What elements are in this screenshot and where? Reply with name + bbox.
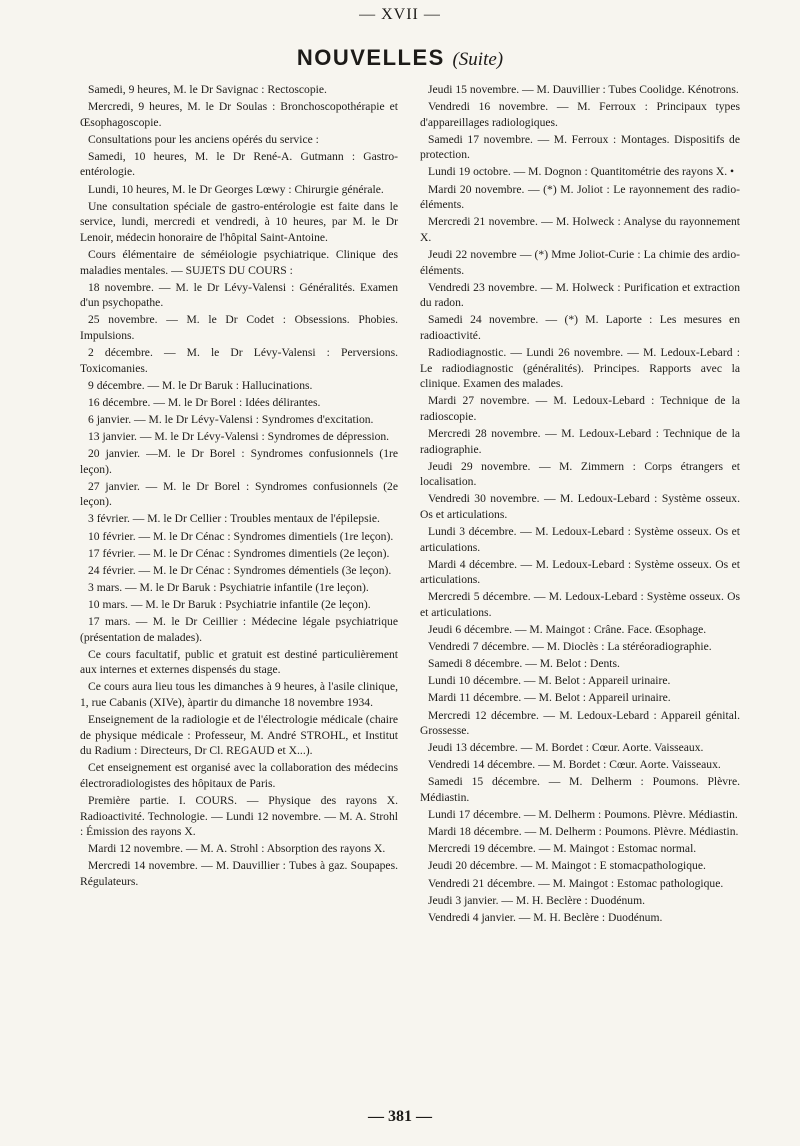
paragraph: Jeudi 13 décembre. — M. Bordet : Cœur. Aorte. Vaisseaux. bbox=[428, 741, 704, 755]
paragraph: Consultations pour les anciens opérés du service : bbox=[88, 132, 319, 146]
left-column bbox=[80, 82, 398, 891]
paragraph: Radiodiagnostic. — Lundi 26 novembre. — M. Ledoux-Lebard : Le radiodiagnostic (généralités). Principes. Rapports avec la clinique. Examen des malades. bbox=[420, 346, 740, 391]
paragraph: Jeudi 15 novembre. — M. Dauvillier : Tubes Coolidge. Kénotrons. bbox=[428, 83, 739, 96]
paragraph: 10 février. — M. le Dr Cénac : Syndromes dimentiels (1re leçon). bbox=[88, 529, 394, 543]
paragraph: Mardi 20 novembre. — (*) M. Joliot : Le rayonnement des radio-éléments. bbox=[420, 182, 740, 212]
paragraph: 25 novembre. — M. le Dr Codet : Obsessions. Phobies. Impulsions. bbox=[80, 313, 398, 342]
paragraph: Jeudi 20 décembre. — M. Maingot : E stomacpathologique. bbox=[428, 859, 706, 873]
paragraph: 27 janvier. — M. le Dr Borel : Syndromes confusionnels (2e leçon). bbox=[80, 479, 398, 509]
paragraph: Jeudi 6 décembre. — M. Maingot : Crâne. Face. Œsophage. bbox=[428, 623, 707, 637]
paragraph: Mardi 18 décembre. — M. Delherm : Poumons. Plèvre. Médiastin. bbox=[428, 825, 739, 839]
right-column bbox=[420, 82, 740, 927]
paragraph: Mardi 4 décembre. — M. Ledoux-Lebard : Système osseux. Os et articulations. bbox=[420, 557, 740, 587]
paragraph: Jeudi 3 janvier. — M. H. Beclère : Duodénum. bbox=[428, 893, 646, 907]
paragraph: Lundi 17 décembre. — M. Delherm : Poumons. Plèvre. Médiastin. bbox=[428, 808, 738, 822]
paragraph: Lundi 19 octobre. — M. Dognon : Quantitométrie des rayons X. • bbox=[428, 165, 735, 179]
paragraph: Mercredi 5 décembre. — M. Ledoux-Lebard : Système osseux. Os et articulations. bbox=[420, 590, 740, 619]
title-suite: (Suite) bbox=[452, 49, 504, 70]
paragraph: Enseignement de la radiologie et de l'électrologie médicale (chaire de physique médicale : Professeur, M. André STROHL, et Institut du Radium : Directeurs, Dr Cl. REGAUD et X...). bbox=[80, 713, 398, 758]
paragraph: Samedi 17 novembre. — M. Ferroux : Montages. Dispositifs de protection. bbox=[420, 132, 740, 162]
paragraph: 2 décembre. — M. le Dr Lévy-Valensi : Perversions. Toxicomanies. bbox=[80, 346, 398, 375]
paragraph: Vendredi 30 novembre. — M. Ledoux-Lebard : Système osseux. Os et articulations. bbox=[420, 492, 740, 521]
paragraph: Vendredi 23 novembre. — M. Holweck : Purification et extraction du radon. bbox=[420, 280, 740, 310]
paragraph: 3 février. — M. le Dr Cellier : Troubles mentaux de l'épilepsie. bbox=[88, 512, 380, 526]
paragraph: Vendredi 16 novembre. — M. Ferroux : Principaux types d'appareillages radiologiques. bbox=[420, 100, 740, 129]
paragraph: Samedi 24 novembre. — (*) M. Laporte : Les mesures en radioactivité. bbox=[420, 313, 740, 342]
paragraph: Mercredi, 9 heures, M. le Dr Soulas : Bronchoscopothérapie et Œsophagoscopie. bbox=[80, 100, 398, 129]
paragraph: Lundi, 10 heures, M. le Dr Georges Lœwy : Chirurgie générale. bbox=[88, 182, 384, 196]
paragraph: 13 janvier. — M. le Dr Lévy-Valensi : Syndromes de dépression. bbox=[88, 429, 390, 443]
paragraph: Mardi 12 novembre. — M. A. Strohl : Absorption des rayons X. bbox=[88, 842, 386, 856]
paragraph: Mardi 11 décembre. — M. Belot : Appareil urinaire. bbox=[428, 691, 671, 705]
paragraph: Jeudi 22 novembre — (*) Mme Joliot-Curie : La chimie des ardio-éléments. bbox=[420, 247, 740, 277]
paragraph: Vendredi 4 janvier. — M. H. Beclère : Duodénum. bbox=[428, 910, 663, 924]
paragraph: Mercredi 14 novembre. — M. Dauvillier : Tubes à gaz. Soupapes. Régulateurs. bbox=[80, 859, 398, 888]
paragraph: 10 mars. — M. le Dr Baruk : Psychiatrie infantile (2e leçon). bbox=[88, 597, 371, 611]
paragraph: 9 décembre. — M. le Dr Baruk : Hallucinations. bbox=[88, 378, 313, 392]
roman-page-number: — XVII — bbox=[359, 6, 441, 23]
paragraph: Lundi 3 décembre. — M. Ledoux-Lebard : Système osseux. Os et articulations. bbox=[420, 525, 740, 554]
paragraph: Mercredi 21 novembre. — M. Holweck : Analyse du rayonnement X. bbox=[420, 215, 740, 244]
paragraph: Une consultation spéciale de gastro-entérologie est faite dans le service, lundi, mercredi et vendredi, à 10 heures, par M. le Dr Lenoir, médecin honoraire de l'hôpital Saint-Antoine. bbox=[80, 199, 398, 244]
paragraph: Ce cours aura lieu tous les dimanches à 9 heures, à l'asile clinique, 1, rue Cabanis (XIVe), àpartir du dimanche 18 novembre 1934. bbox=[80, 680, 398, 709]
paragraph: Mardi 27 novembre. — M. Ledoux-Lebard : Technique de la radioscopie. bbox=[420, 394, 740, 423]
paragraph: Cet enseignement est organisé avec la collaboration des médecins électroradiologistes des hôpitaux de Paris. bbox=[80, 761, 398, 790]
paragraph: Samedi, 10 heures, M. le Dr René-A. Gutmann : Gastro-entérologie. bbox=[80, 149, 398, 179]
paragraph: Samedi, 9 heures, M. le Dr Savignac : Rectoscopie. bbox=[88, 83, 327, 96]
paragraph: Vendredi 14 décembre. — M. Bordet : Cœur. Aorte. Vaisseaux. bbox=[428, 758, 721, 772]
page-number: — 381 — bbox=[368, 1108, 432, 1125]
page-title bbox=[0, 45, 800, 71]
paragraph: Mercredi 12 décembre. — M. Ledoux-Lebard : Appareil génital. Grossesse. bbox=[420, 708, 740, 738]
paragraph: 24 février. — M. le Dr Cénac : Syndromes démentiels (3e leçon). bbox=[88, 563, 392, 577]
paragraph: Première partie. I. COURS. — Physique des rayons X. Radioactivité. Technologie. — Lundi 12 novembre. — M. A. Strohl : Émission des rayons X. bbox=[80, 794, 398, 839]
paragraph: Vendredi 7 décembre. — M. Dioclès : La stéréoradiographie. bbox=[428, 640, 712, 654]
title-text: NOUVELLES bbox=[296, 45, 445, 70]
paragraph: Vendredi 21 décembre. — M. Maingot : Estomac pathologique. bbox=[428, 876, 724, 890]
paragraph: Mercredi 19 décembre. — M. Maingot : Estomac normal. bbox=[428, 842, 697, 856]
paragraph: 17 février. — M. le Dr Cénac : Syndromes dimentiels (2e leçon). bbox=[88, 546, 390, 560]
paragraph: Ce cours facultatif, public et gratuit est destiné particulièrement aux internes et externes dispensés du stage. bbox=[80, 647, 398, 677]
paragraph: Lundi 10 décembre. — M. Belot : Appareil urinaire. bbox=[428, 674, 671, 688]
paragraph: Samedi 15 décembre. — M. Delherm : Poumons. Plèvre. Médiastin. bbox=[420, 775, 740, 805]
paragraph: 18 novembre. — M. le Dr Lévy-Valensi : Généralités. Examen d'un psychopathe. bbox=[80, 280, 398, 310]
paragraph: 16 décembre. — M. le Dr Borel : Idées délirantes. bbox=[88, 395, 321, 409]
paragraph: 20 janvier. —M. le Dr Borel : Syndromes confusionnels (1re leçon). bbox=[80, 447, 398, 476]
paragraph: 17 mars. — M. le Dr Ceillier : Médecine légale psychiatrique (présentation de malades). bbox=[80, 615, 398, 644]
paragraph: 6 janvier. — M. le Dr Lévy-Valensi : Syndromes d'excitation. bbox=[88, 412, 374, 426]
paragraph: Jeudi 29 novembre. — M. Zimmern : Corps étrangers et localisation. bbox=[420, 459, 740, 489]
paragraph: Samedi 8 décembre. — M. Belot : Dents. bbox=[428, 657, 620, 671]
paragraph: 3 mars. — M. le Dr Baruk : Psychiatrie infantile (1re leçon). bbox=[88, 580, 369, 594]
paragraph: Mercredi 28 novembre. — M. Ledoux-Lebard : Technique de la radiographie. bbox=[420, 426, 740, 456]
paragraph: Cours élémentaire de séméiologie psychiatrique. Clinique des maladies mentales. — SUJETS DU COURS : bbox=[80, 247, 398, 277]
